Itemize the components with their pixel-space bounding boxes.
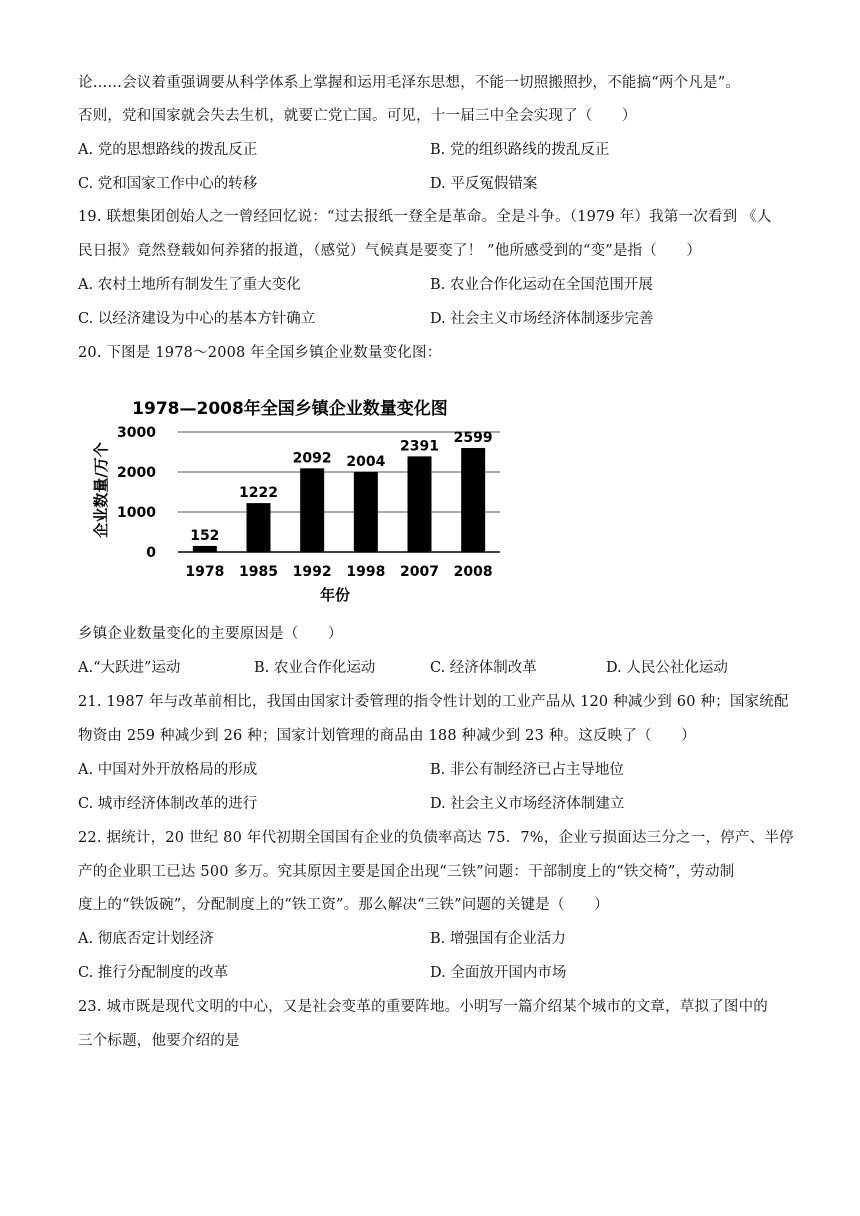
chart-x-tick-label: 2008	[453, 564, 493, 580]
q22-stem-line1: 22. 据统计，20 世纪 80 年代初期全国国有企业的负债率高达 75．7%，企业亏损面达三分之一，停产、半停	[78, 830, 794, 846]
q19-option-c[interactable]: C. 以经济建设为中心的基本方针确立	[78, 311, 316, 327]
q22-option-d[interactable]: D. 全面放开国内市场	[430, 965, 567, 981]
chart-x-axis-label: 年份	[319, 586, 351, 604]
chart-data-label: 2004	[346, 453, 386, 470]
chart-y-axis-label: 企业数量/万个	[92, 442, 110, 538]
chart-y-tick-label: 0	[146, 545, 156, 561]
chart-x-tick-label: 1992	[292, 564, 332, 580]
chart-bar	[354, 472, 378, 552]
q19-stem-line2: 民日报》竟然登载如何养猪的报道，（感觉）气候真是要变了！ ”他所感受到的“变”是指（ ）	[78, 243, 702, 259]
q22-option-a[interactable]: A. 彻底否定计划经济	[78, 931, 214, 947]
chart-bar	[300, 468, 324, 552]
q21-option-a[interactable]: A. 中国对外开放格局的形成	[78, 762, 258, 778]
q21-option-c[interactable]: C. 城市经济体制改革的进行	[78, 796, 258, 812]
chart-y-tick-label: 3000	[117, 425, 156, 441]
q20-option-a[interactable]: A.“大跃进”运动	[78, 660, 181, 676]
q19-option-b[interactable]: B. 农业合作化运动在全国范围开展	[430, 277, 653, 293]
chart-data-label: 2599	[453, 430, 493, 447]
chart-x-tick-label: 1985	[239, 564, 278, 580]
q19-option-d[interactable]: D. 社会主义市场经济体制逐步完善	[430, 311, 654, 327]
chart-y-tick-label: 2000	[117, 465, 156, 481]
q18-stem-line1: 论……会议着重强调要从科学体系上掌握和运用毛泽东思想，不能一切照搬照抄，不能搞“两个凡是”。	[78, 75, 741, 91]
q18-option-b[interactable]: B. 党的组织路线的拨乱反正	[430, 142, 610, 158]
q20-option-c[interactable]: C. 经济体制改革	[430, 660, 537, 676]
chart-x-tick-label: 1978	[185, 564, 225, 580]
q18-stem-line2: 否则，党和国家就会失去生机，就要亡党亡国。可见，十一届三中全会实现了（ ）	[78, 108, 637, 124]
q22-option-c[interactable]: C. 推行分配制度的改革	[78, 965, 229, 981]
chart-data-label: 2391	[400, 438, 439, 455]
chart-bar	[247, 503, 271, 552]
q21-stem-line1: 21. 1987 年与改革前相比，我国由国家计委管理的指令性计划的工业产品从 120 种减少到 60 种；国家统配	[78, 694, 789, 710]
chart-x-tick-label: 2007	[400, 564, 439, 580]
q22-stem-line2: 产的企业职工已达 500 多万。究其原因主要是国企出现“三铁”问题：干部制度上的“铁交椅”，劳动制	[78, 864, 735, 880]
q23-stem-line2: 三个标题，他要介绍的是	[78, 1033, 240, 1049]
q18-option-d[interactable]: D. 平反冤假错案	[430, 176, 538, 192]
chart-x-ticks	[185, 564, 492, 580]
bar-chart	[80, 380, 520, 612]
chart-bar	[408, 456, 432, 552]
chart-title: 1978—2008年全国乡镇企业数量变化图	[132, 399, 448, 419]
q18-option-c[interactable]: C. 党和国家工作中心的转移	[78, 176, 258, 192]
chart-y-ticks	[117, 425, 156, 561]
chart-gridlines	[178, 432, 500, 552]
chart-y-tick-label: 1000	[117, 505, 156, 521]
q19-option-a[interactable]: A. 农村土地所有制发生了重大变化	[78, 277, 301, 293]
q20-option-b[interactable]: B. 农业合作化运动	[254, 660, 376, 676]
q23-stem-line1: 23. 城市既是现代文明的中心，又是社会变革的重要阵地。小明写一篇介绍某个城市的文章，草拟了图中的	[78, 999, 768, 1015]
q18-option-a[interactable]: A. 党的思想路线的拨乱反正	[78, 142, 258, 158]
q21-stem-line2: 物资由 259 种减少到 26 种；国家计划管理的商品由 188 种减少到 23 种。这反映了（ ）	[78, 728, 696, 744]
q20-question: 乡镇企业数量变化的主要原因是（ ）	[78, 626, 343, 642]
q21-option-d[interactable]: D. 社会主义市场经济体制建立	[430, 796, 625, 812]
chart-data-label: 152	[190, 527, 220, 544]
q22-option-b[interactable]: B. 增强国有企业活力	[430, 931, 566, 947]
chart-bars	[190, 430, 492, 552]
chart-x-tick-label: 1998	[346, 564, 386, 580]
chart-bar	[193, 546, 217, 552]
q19-stem-line1: 19. 联想集团创始人之一曾经回忆说：“过去报纸一登全是革命。全是斗争。（1979 年）我第一次看到 《人	[78, 209, 772, 225]
chart-data-label: 1222	[239, 485, 278, 502]
q22-stem-line3: 度上的“铁饭碗”，分配制度上的“铁工资”。那么解决“三铁”问题的关键是（ ）	[78, 897, 609, 913]
q20-option-d[interactable]: D. 人民公社化运动	[606, 660, 728, 676]
q20-stem-line1: 20. 下图是 1978～2008 年全国乡镇企业数量变化图：	[78, 345, 442, 361]
chart-data-label: 2092	[292, 450, 332, 467]
chart-bar	[461, 448, 485, 552]
q21-option-b[interactable]: B. 非公有制经济已占主导地位	[430, 762, 624, 778]
